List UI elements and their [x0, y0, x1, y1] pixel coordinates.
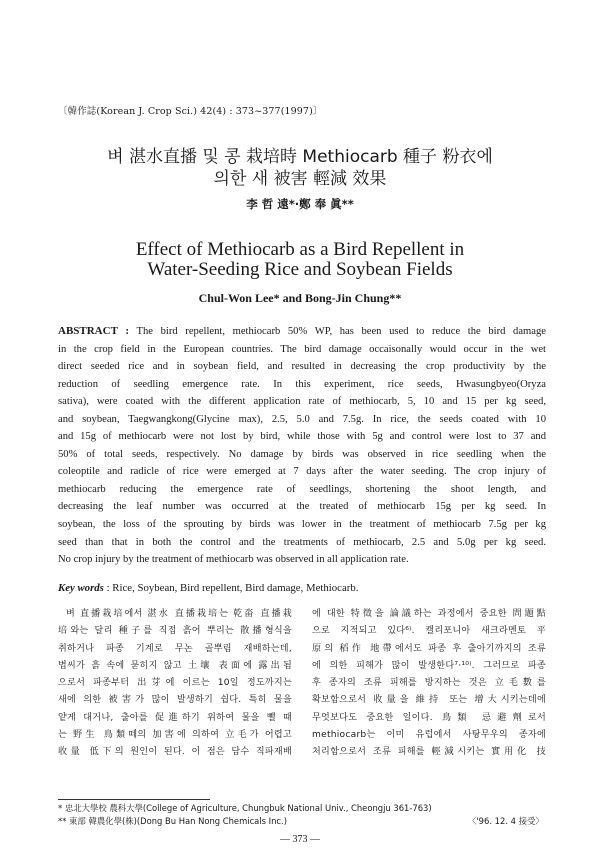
- abstract-line: and 15g of methiocarb were not lost by bird, while those with 5g and control were lost to 37 and: [58, 431, 546, 443]
- english-title-line-1: Effect of Methiocarb as a Bird Repellent in: [135, 239, 465, 260]
- korean-authors: 李 哲 遠*·鄭 奉 眞**: [246, 197, 354, 211]
- body-line: 벼 直播栽培에서 湛水 直播栽培는 乾畓 直播栽: [66, 609, 292, 619]
- body-line: 확보함으로서 收量을 維持 또는 增大시키는데에: [312, 695, 546, 706]
- body-line: 새에 의한 被害가 많이 발생하기 쉽다. 특히 물을: [58, 695, 292, 706]
- body-line: 처리함으로서 조류 피해를 輕減시키는 實用化 技: [312, 747, 546, 758]
- body-line: 收量 低下의 원인이 된다. 이 점은 담수 직파재배: [58, 747, 292, 758]
- body-line: 취하거나 파종 기계로 무논 골뿌림 재배하는데,: [58, 643, 292, 654]
- keywords-text: : Rice, Soybean, Bird repellent, Bird damage, Methiocarb.: [103, 582, 359, 594]
- body-line: methiocarb는 이미 유럽에서 사탕무우의 종자에: [312, 730, 546, 741]
- english-title-line-2: Water-Seeding Rice and Soybean Fields: [147, 259, 453, 280]
- korean-title-line-2: 의한 새 被害 輕減 效果: [213, 169, 387, 189]
- korean-title-line-1: 벼 湛水直播 및 콩 栽培時 Methiocarb 種子 粉衣에: [107, 147, 493, 167]
- footnote-divider: [58, 799, 210, 800]
- page-number: — 373 —: [280, 834, 320, 845]
- body-column-right: [312, 606, 546, 762]
- received-date: 〈'96. 12. 4 接受〉: [468, 816, 544, 826]
- body-line: 原의 稻作 地帶에서도 파종 후 출아기까지의 조류: [312, 643, 546, 654]
- abstract-line: direct seeded rice and in soybean field, and resulted in decreasing the crop productivity by the: [58, 361, 546, 373]
- english-authors: Chul-Won Lee* and Bong-Jin Chung**: [198, 291, 402, 305]
- abstract-label: ABSTRACT :: [58, 325, 130, 337]
- body-line: 으로 지적되고 있다⁶⁾. 캘리포니아 새크라멘토 平: [312, 626, 546, 637]
- body-line: 에 대한 特徵을 論議하는 과정에서 중요한 問題點: [312, 609, 546, 619]
- body-line: 으로서 파종부터 出芽에 이르는 10일 정도까지는: [58, 678, 292, 689]
- abstract-line: 50% of total seeds, respectively. No damage by birds was observed in rice seedling when the: [58, 448, 546, 460]
- footnote-affiliation-1: * 忠北大學校 農科大學(College of Agriculture, Chungbuk National Univ., Cheongju 361-763): [58, 803, 432, 813]
- abstract-line: in the crop field in the European countries. The bird damage occaisonally would occur in the wet: [58, 343, 546, 355]
- body-line: 는 野生 鳥類떼의 加害에 의하여 立毛가 어렵고: [58, 730, 292, 741]
- body-line: 培와는 달리 種子를 직접 흙어 뿌리는 散播형식을: [58, 626, 292, 637]
- abstract: [58, 323, 546, 569]
- body-line: 에 의한 피해가 많이 발생한다⁷·¹⁰⁾. 그러므로 파종: [312, 660, 546, 671]
- abstract-line: and soybean, Taegwangkong(Glycine max), 2.5, 5.0 and 7.5g. In rice, the seeds coated with 10: [58, 413, 546, 425]
- abstract-line: seed than that in both the control and the treatments of methiocarb, 2.5 and 5.0g per kg seed.: [58, 536, 546, 548]
- keywords-label: Key words: [58, 582, 104, 594]
- abstract-line: coleoptile and radicle of rice were emerged at 7 days after the water seeding. The crop injury of: [58, 466, 546, 478]
- body-line: 볍씨가 흙 속에 묻히지 않고 土壤 表面에 露出됨: [58, 660, 292, 671]
- body-line: 후 종자의 조류 피해를 방지하는 것은 立毛數를: [312, 678, 546, 689]
- abstract-line: soybean, the loss of the sprouting by birds was lower in the treatment of methiocarb 7.5g per kg: [58, 519, 546, 531]
- abstract-line: decreasing the leaf number was occurred at the treated of methiocarb 15g per kg seed. In: [58, 501, 546, 513]
- abstract-line: methiocarb reducing the emergence rate of seedlings, shortening the shoot length, and: [58, 483, 546, 495]
- body-line: 무엇보다도 중요한 일이다. 鳥類 忌避劑로서: [312, 712, 546, 723]
- footnote-affiliation-2: ** 東部 韓農化學(株)(Dong Bu Han Nong Chemicals Inc.): [58, 816, 287, 826]
- journal-reference: 〔韓作誌(Korean J. Crop Sci.) 42(4) : 373~377(1997)〕: [58, 106, 323, 117]
- body-column-left: [58, 606, 292, 762]
- abstract-line: No crop injury by the treatment of methiocarb was observed in all application rate.: [58, 554, 409, 566]
- keywords: [58, 582, 546, 594]
- abstract-line: reduction of seedling emergence rate. In this experiment, rice seeds, Hwasungbyeo(Oryza: [58, 378, 546, 390]
- body-line: 얕게 대거나, 출아를 促進하기 위하여 물을 뺄 때: [58, 712, 292, 723]
- abstract-line: ABSTRACT : The bird repellent, methiocarb 50% WP, has been used to reduce the bird damage: [58, 325, 546, 337]
- abstract-line: sativa), were coated with the different application rate of methiocarb, 5, 10 and 15 per kg seed,: [58, 396, 546, 408]
